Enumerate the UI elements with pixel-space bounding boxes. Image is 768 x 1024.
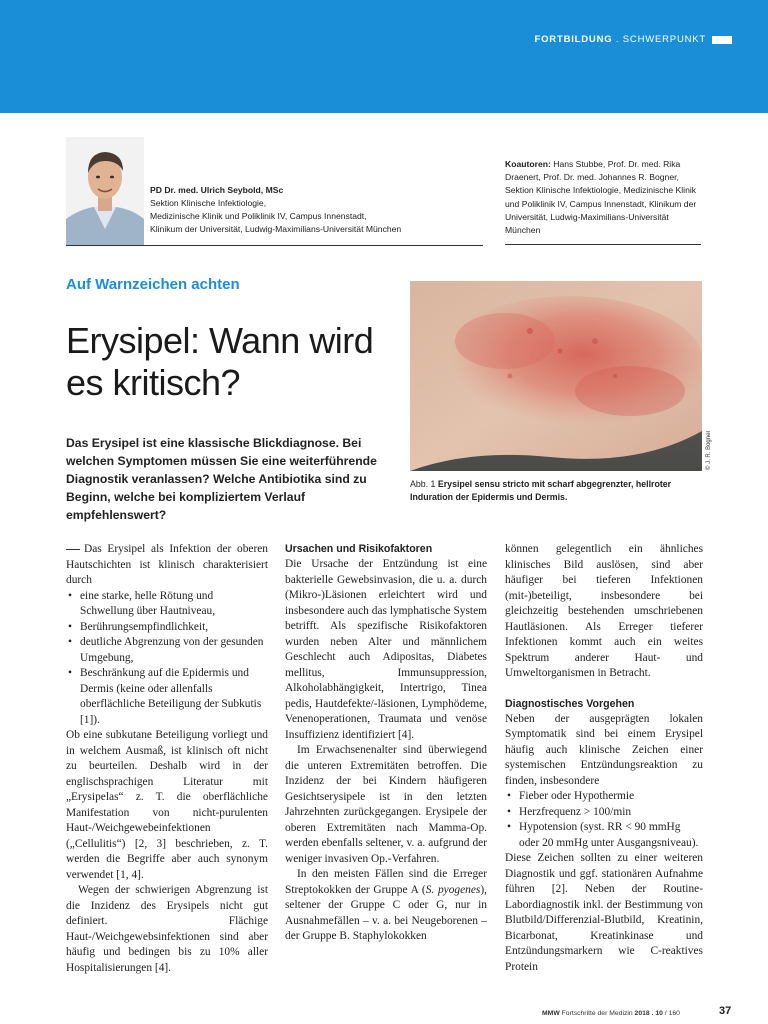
header-band — [0, 0, 768, 113]
article-lead: Das Erysipel ist eine klassische Blickdiagnose. Bei welchen Symptomen müssen Sie eine weiterführende Diagnostik veranlassen? Welche Antibiotika sind zu Beginn, welche bei kompliziertem Verlauf empfehlenswert? — [66, 436, 377, 522]
author-block — [150, 184, 401, 236]
coauthors-block — [505, 158, 705, 237]
symptom-list — [66, 589, 268, 729]
text-run: ), seltener der Gruppe C oder G, nur in Ausnahmefällen – v. a. bei Neugeborenen – der Gruppe B. Staphylokokken — [285, 883, 487, 942]
section-heading: Diagnostisches Vorgehen — [505, 697, 635, 710]
body-column-2 — [285, 542, 487, 945]
list-item: • Beschränkung auf die Epidermis und Dermis (keine oder allenfalls oberflächliche Beteiligung der Subkutis [1]). — [66, 666, 268, 728]
page-number: 37 — [719, 1005, 732, 1017]
sign-list — [505, 789, 703, 851]
body-paragraph: Diese Zeichen sollten zu einer weiteren Diagnostik und ggf. stationären Aufnahme führen [2]. Neben der Routine-Labordiagnostik inkl. der Bestimmung von Blutbild/Differenzial-Blutbild, Kreatinin, Bicarbonat, Kreatinkinase und Entzündungsmarkern wie C-reaktives Protein — [505, 852, 703, 973]
author-affiliation-line: Medizinische Klinik und Poliklinik IV, Campus Innenstadt, — [150, 211, 367, 221]
list-item: • eine starke, helle Rötung und Schwellung über Hautniveau, — [66, 589, 268, 620]
body-paragraph: Neben der ausgeprägten lokalen Symptomatik sind bei einem Erysipel häufig auch klinische Zeichen einer systemischen Entzündungsreaktion zu finden, insbesondere — [505, 712, 703, 787]
list-item: • Berührungsempfindlichkeit, — [66, 620, 268, 636]
author-portrait — [66, 137, 144, 245]
coauthors-divider — [505, 244, 701, 245]
body-paragraph: Im Erwachsenenalter sind überwiegend die unteren Extremitäten betroffen. Die Inzidenz der bei Kindern häufigeren Gesichtserysipele ist in den letzten Jahrzehnten zurückgegangen. Erysipele der oberen Extremitäten nach Mamma-Op. werden ebenfalls seltener, v. a. aufgrund der weniger invasiven Op.-Verfahren. — [285, 744, 487, 865]
list-item: • deutliche Abgrenzung von der gesunden Umgebung, — [66, 635, 268, 666]
rubric-marker — [712, 36, 732, 44]
figure-photo — [410, 281, 702, 471]
coauthors-label: Koautoren: — [505, 159, 551, 169]
rubric-sub: SCHWERPUNKT — [622, 34, 706, 45]
body-paragraph: Die Ursache der Entzündung ist eine bakterielle Gewebsinvasion, die u. a. durch (Mikro-)Läsionen erleichtert wird und insbesondere auch das lymphatische System betrifft. Als spezifische Risikofaktoren wurden neben Alter und männlichem Geschlecht auch Adipositas, Diabetes mellitus, Immunsuppression, Alkoholabhängigkeit, Intertrigo, Tinea pedis, Hautdefekte/-läsionen, Lymphödeme, Venenoperationen, Traumata und venöse Insuffizienz identifiziert [4]. — [285, 558, 487, 741]
author-affiliation-line: Sektion Klinische Infektiologie, — [150, 198, 267, 208]
body-paragraph: Das Erysipel als Infektion der oberen Hautschichten ist klinisch charakterisiert durch — [66, 543, 268, 586]
rubric-main: FORTBILDUNG — [534, 34, 613, 45]
lead-dash — [66, 549, 80, 550]
body-column-1 — [66, 542, 268, 976]
body-paragraph: Ob eine subkutane Beteiligung vorliegt und in welchem Ausmaß, ist klinisch oft nicht zu beurteilen. Deshalb wird in der englischsprachigen Literatur mit „Erysipelas“ z. T. die oberflächliche Manifestation von nicht-purulenten Haut-/Weichgewebeinfektionen („Cellulitis“) [2, 3] beschrieben, z. T. werden die Begriffe aber auch synonym verwendet [1, 4]. — [66, 729, 268, 881]
section-heading: Ursachen und Risikofaktoren — [285, 543, 433, 555]
coauthors-text: Hans Stubbe, Prof. Dr. med. Rika Draenert, Prof. Dr. med. Johannes R. Bogner, Sektion Klinische Infektiologie, Medizinische Klinik und Poliklinik IV, Campus Innenstadt, Klinikum der Universität, Ludwig-Maximilians-Universität München — [505, 159, 697, 236]
rubric-separator: . — [612, 34, 623, 45]
author-divider — [66, 245, 483, 246]
list-item: • Fieber oder Hypothermie — [505, 789, 703, 805]
body-paragraph — [285, 867, 487, 945]
figure-label: Abb. 1 — [410, 479, 438, 489]
journal-name: Fortschritte der Medizin — [559, 1010, 635, 1017]
text-run: In den meisten Fällen sind die Erreger Streptokokken der Gruppe A ( — [285, 868, 487, 896]
article-title: Erysipel: Wann wird es kritisch? — [66, 320, 374, 403]
species-name: S. pyogenes — [425, 883, 481, 896]
author-name: PD Dr. med. Ulrich Seybold, MSc — [150, 185, 284, 195]
article-kicker: Auf Warnzeichen achten — [66, 276, 240, 293]
section-rubric — [535, 34, 706, 45]
author-affiliation-line: Klinikum der Universität, Ludwig-Maximilians-Universität München — [150, 224, 402, 234]
body-column-3 — [505, 542, 703, 975]
issue-number: 2018 . 10 — [634, 1010, 663, 1017]
figure-credit: © J. R. Bogner — [706, 430, 712, 470]
list-item: • Herzfrequenz > 100/min — [505, 805, 703, 821]
body-paragraph: Wegen der schwierigen Abgrenzung ist die Inzidenz des Erysipels nicht gut definiert. Flächige Haut-/Weichgewebsinfektionen sind aber häufig und bedingen bis zu 10% aller Hospitalisierungen [4]. — [66, 884, 268, 974]
journal-footer — [542, 1010, 680, 1017]
journal-abbrev: MMW — [542, 1010, 560, 1017]
list-item: • Hypotension (syst. RR < 90 mmHg oder 20 mmHg unter Ausgangsniveau). — [505, 820, 703, 851]
body-paragraph: können gelegentlich ein ähnliches klinisches Bild auslösen, sind aber häufiger bei tieferen Infektionen (mit-)beteiligt, insbesondere bei gleichzeitig bestehenden umschriebenen Hautläsionen. Als Erreger tieferer Infektionen kommt auch ein weites Spektrum anderer Haut- und Umweltorganismen in Betracht. — [505, 543, 703, 679]
figure-caption — [410, 478, 710, 503]
volume-number: / 160 — [662, 1010, 680, 1017]
figure-caption-text: Erysipel sensu stricto mit scharf abgegrenzter, hellroter Induration der Epidermis und Dermis. — [410, 479, 672, 502]
